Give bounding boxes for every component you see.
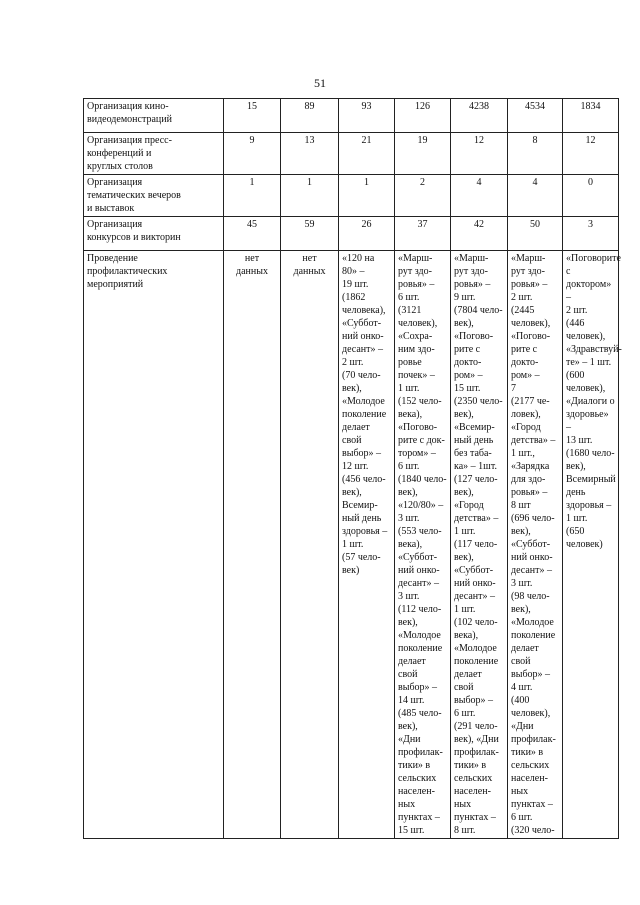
table-cell: 89 bbox=[281, 99, 339, 133]
table-cell: нет данных bbox=[281, 251, 339, 839]
table-cell: 15 bbox=[224, 99, 281, 133]
page-number: 51 bbox=[314, 76, 326, 90]
row-label: Организация конкурсов и викторин bbox=[84, 217, 224, 251]
row-label: Организация пресс- конференций и круглых столов bbox=[84, 133, 224, 175]
table-cell: 4238 bbox=[451, 99, 508, 133]
table-cell: «120 на 80» – 19 шт. (1862 человека), «Суббот- ний онко- десант» – 2 шт. (70 чело- век), «Молодое поколение делает свой выбор» – 12 шт. (456 чело- век), Всемир- ный день здоровья – 1 шт. (57 чело- век) bbox=[339, 251, 395, 839]
table-row bbox=[84, 133, 619, 175]
table-cell: 8 bbox=[508, 133, 563, 175]
table-cell: 1834 bbox=[563, 99, 619, 133]
row-label: Организация тематических вечеров и выставок bbox=[84, 175, 224, 217]
table-cell: 42 bbox=[451, 217, 508, 251]
table-cell: нет данных bbox=[224, 251, 281, 839]
table-cell: 37 bbox=[395, 217, 451, 251]
table-cell: 45 bbox=[224, 217, 281, 251]
table-cell: 1 bbox=[224, 175, 281, 217]
table-row bbox=[84, 99, 619, 133]
table-cell: 12 bbox=[451, 133, 508, 175]
table-cell: 4 bbox=[451, 175, 508, 217]
table-cell: 59 bbox=[281, 217, 339, 251]
table-cell: 0 bbox=[563, 175, 619, 217]
table-cell: 1 bbox=[281, 175, 339, 217]
row-label: Организация кино- видеодемонстраций bbox=[84, 99, 224, 133]
table-cell: «Поговорите с доктором» – 2 шт. (446 человек), «Здравствуй- те» – 1 шт. (600 человек), «Диалоги о здоровье» – 13 шт. (1680 чело- век), Всемирный день здоровья – 1 шт. (650 человек) bbox=[563, 251, 619, 839]
table-cell: 50 bbox=[508, 217, 563, 251]
table-row-prevention bbox=[84, 251, 619, 839]
row-label: Проведение профилактических мероприятий bbox=[84, 251, 224, 839]
table-cell: 3 bbox=[563, 217, 619, 251]
table-cell: 26 bbox=[339, 217, 395, 251]
table-cell: «Марш- рут здо- ровья» – 9 шт. (7804 чело- век), «Погово- рите с докто- ром» – 15 шт. (2350 чело- век), «Всемир- ный день без таба- ка» – 1шт. (127 чело- век), «Город детства» – 1 шт. (117 чело- век), «Суббот- ний онко- десант» – 1 шт. (102 чело- века), «Молодое поколение делает свой выбор» – 6 шт. (291 чело- век), «Дни профилак- тики» в сельских населен- ных пунктах – 8 шт. bbox=[451, 251, 508, 839]
table-cell: 19 bbox=[395, 133, 451, 175]
table-cell: 2 bbox=[395, 175, 451, 217]
table-cell: 9 bbox=[224, 133, 281, 175]
table-row bbox=[84, 217, 619, 251]
table-cell: 4 bbox=[508, 175, 563, 217]
table-cell: 21 bbox=[339, 133, 395, 175]
table-cell: 13 bbox=[281, 133, 339, 175]
table-cell: 1 bbox=[339, 175, 395, 217]
table-cell: «Марш- рут здо- ровья» – 2 шт. (2445 человек), «Погово- рите с докто- ром» – 7 (2177 че- ловек), «Город детства» – 1 шт., «Зарядка для здо- ровья» – 8 шт (696 чело- век), «Суббот- ний онко- десант» – 3 шт. (98 чело- век), «Молодое поколение делает свой выбор» – 4 шт. (400 человек), «Дни профилак- тики» в сельских населен- ных пунктах – 6 шт. (320 чело- bbox=[508, 251, 563, 839]
table-row bbox=[84, 175, 619, 217]
table-cell: 12 bbox=[563, 133, 619, 175]
table-cell: 4534 bbox=[508, 99, 563, 133]
table-body bbox=[84, 99, 622, 839]
table-cell: «Марш- рут здо- ровья» – 6 шт. (3121 человек), «Сохра- ним здо- ровье почек» – 1 шт. (152 чело- века), «Погово- рите с док- тором» – 6 шт. (1840 чело- век), «120/80» – 3 шт. (553 чело- века), «Суббот- ний онко- десант» – 3 шт. (112 чело- век), «Молодое поколение делает свой выбор» – 14 шт. (485 чело- век), «Дни профилак- тики» в сельских населен- ных пунктах – 15 шт. bbox=[395, 251, 451, 839]
table-cell: 93 bbox=[339, 99, 395, 133]
table-cell: 126 bbox=[395, 99, 451, 133]
statistics-table bbox=[83, 98, 622, 839]
